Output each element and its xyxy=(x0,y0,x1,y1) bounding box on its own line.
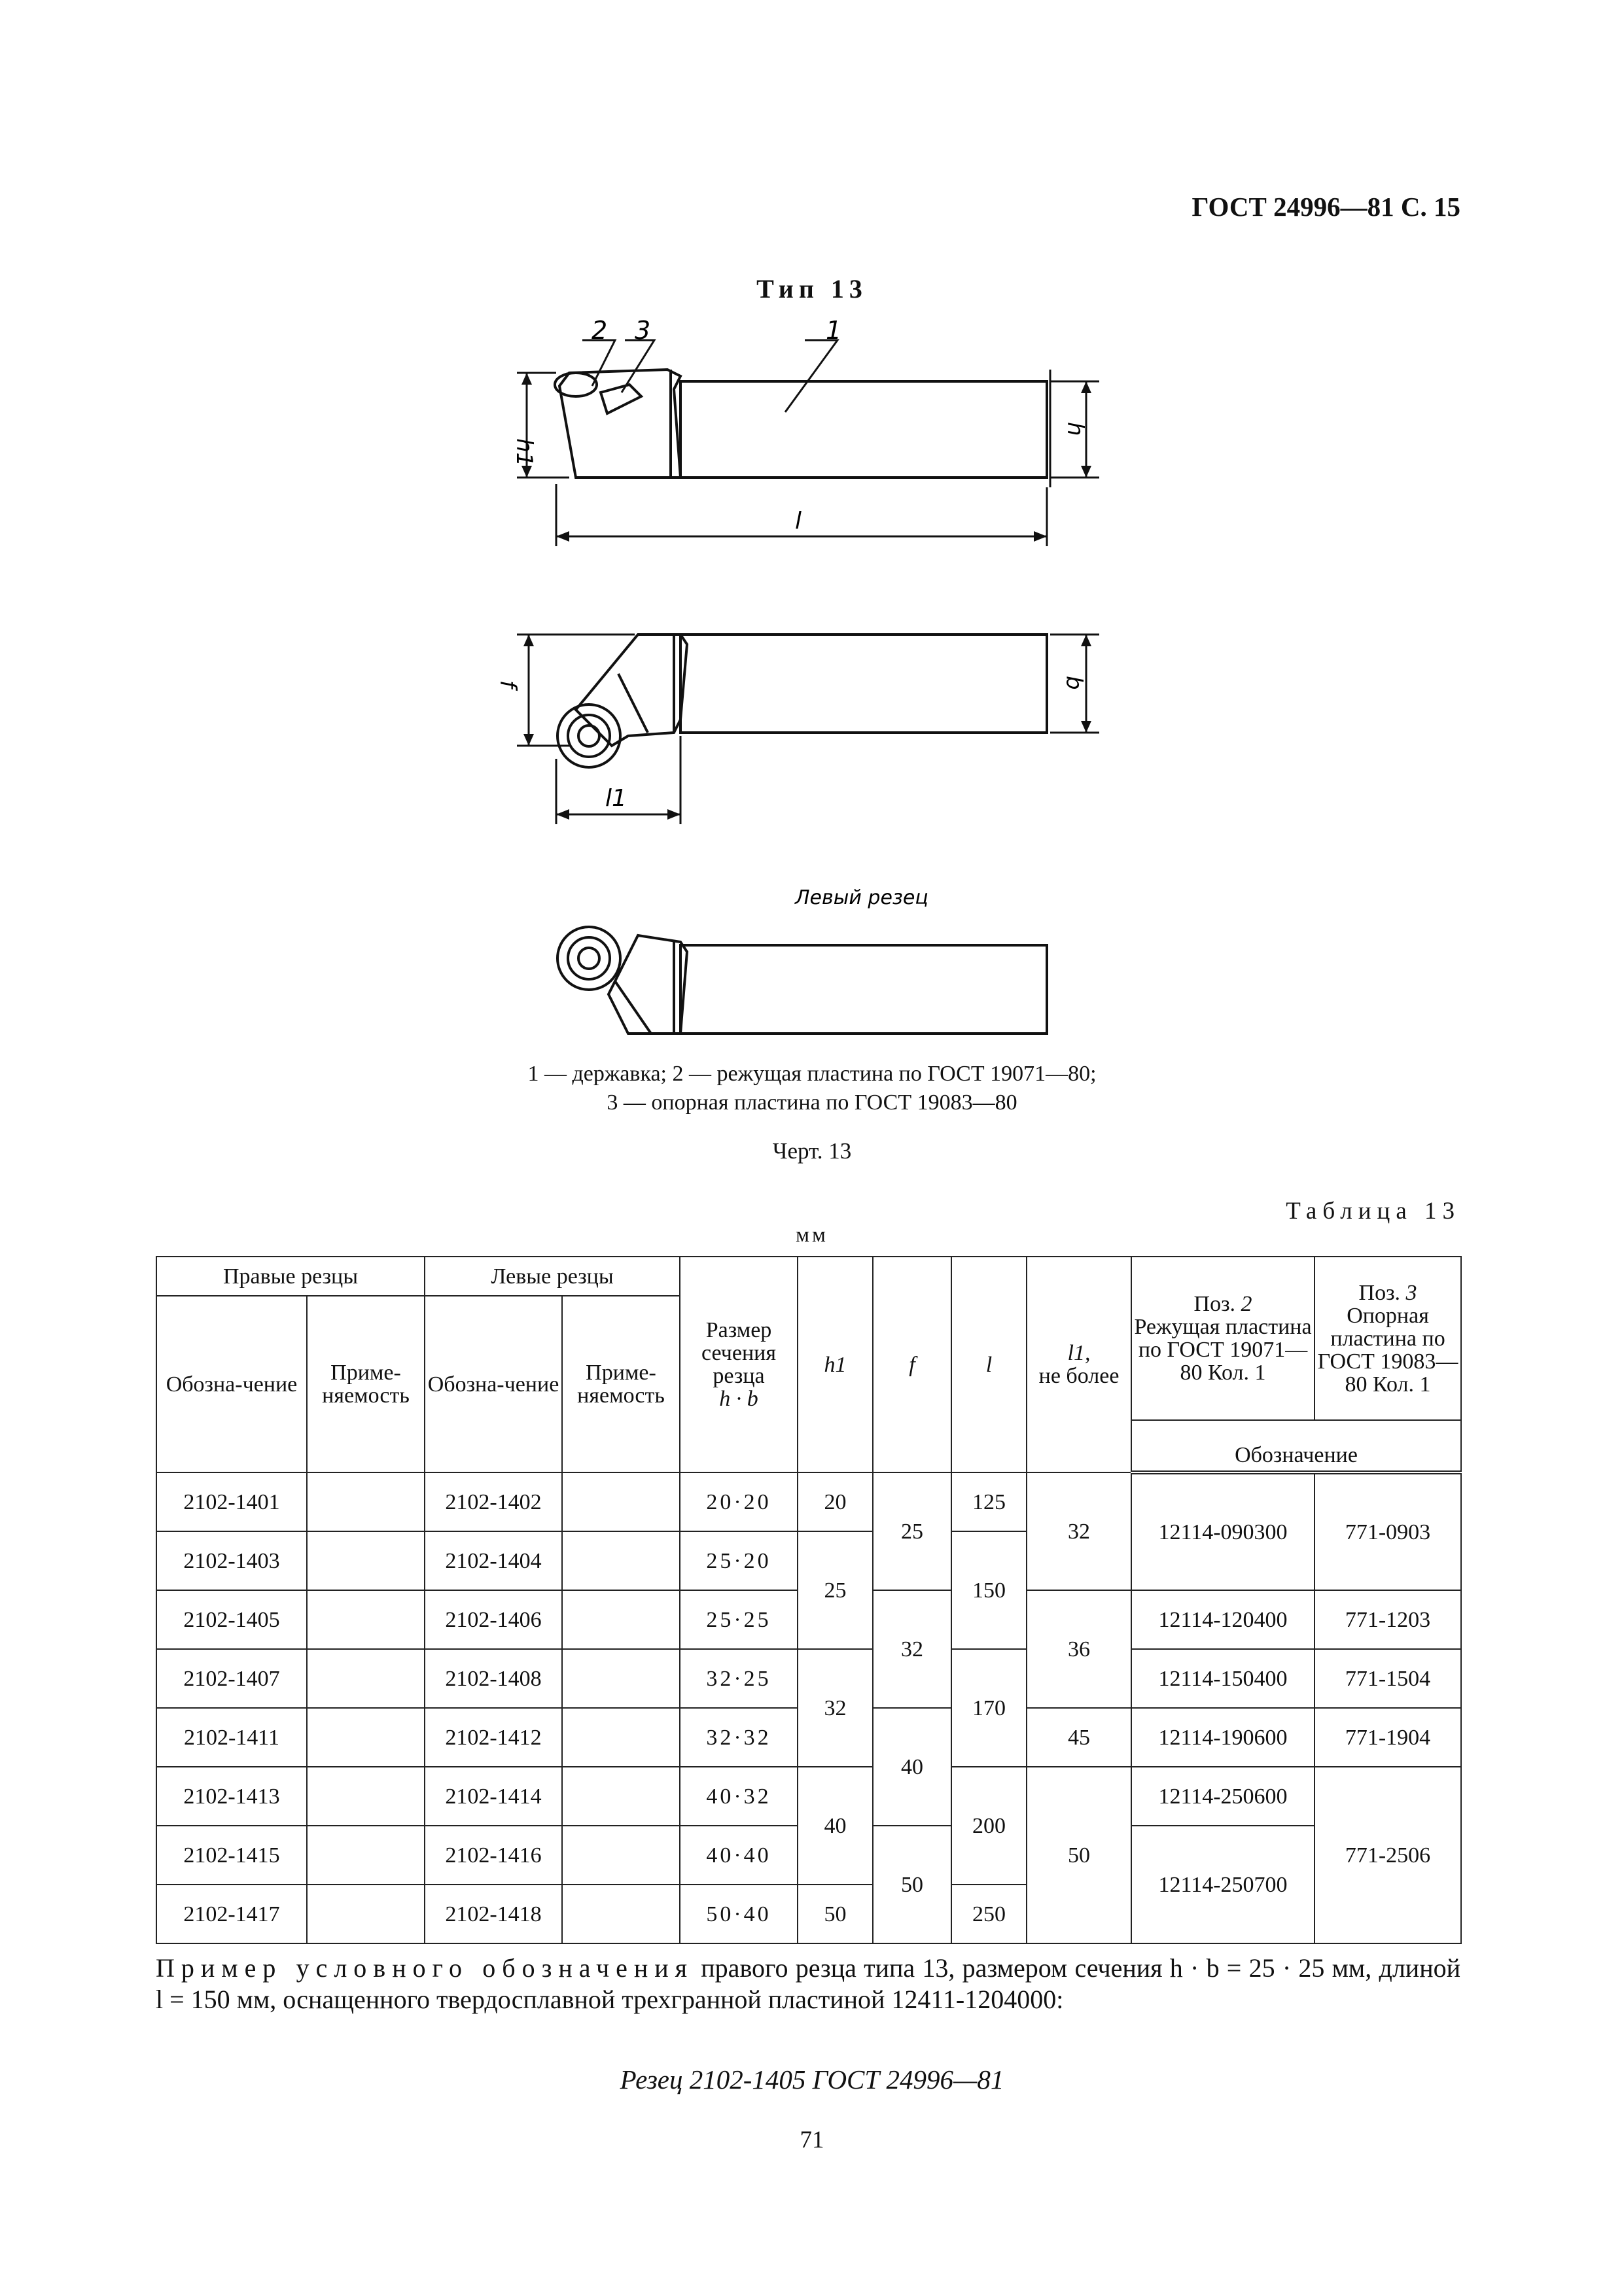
callout-3: 3 xyxy=(635,316,651,345)
technical-drawing xyxy=(0,0,1624,1112)
cell-l: 125 xyxy=(951,1472,1027,1531)
cell-l: 150 xyxy=(951,1531,1027,1649)
cell-size: 25·20 xyxy=(680,1531,798,1590)
legend-line-1: 1 — державка; 2 — режущая пластина по ГОСТ 19071—80; xyxy=(527,1062,1097,1086)
th-pos3-num: 3 xyxy=(1405,1280,1417,1305)
drawing-caption: Черт. 13 xyxy=(772,1138,852,1164)
th-right-designation: Обозна-чение xyxy=(156,1296,307,1472)
cell-f: 32 xyxy=(873,1590,951,1708)
cell-pos3: 771-0903 xyxy=(1315,1472,1461,1590)
cell-f: 40 xyxy=(873,1708,951,1826)
cell-l: 250 xyxy=(951,1885,1027,1943)
cell-pos3: 771-1203 xyxy=(1315,1590,1461,1649)
th-right-applicability: Приме-няемость xyxy=(307,1296,425,1472)
th-section-formula: h · b xyxy=(719,1387,758,1411)
th-h1: h1 xyxy=(798,1257,873,1472)
table-units: мм xyxy=(796,1223,828,1247)
th-pos2-text: Режущая пластина по ГОСТ 19071—80 Кол. 1 xyxy=(1134,1315,1312,1385)
cell-pos2: 12114-150400 xyxy=(1131,1649,1315,1708)
th-left-designation: Обозна-чение xyxy=(425,1296,562,1472)
cell-pos3: 771-1504 xyxy=(1315,1649,1461,1708)
example-text-1: правого резца типа 13, размером сечения xyxy=(694,1953,1163,1983)
dim-l: l xyxy=(795,508,802,534)
cell-pos2: 12114-120400 xyxy=(1131,1590,1315,1649)
th-right-cutters: Правые резцы xyxy=(156,1257,425,1296)
cell-size: 20·20 xyxy=(680,1472,798,1531)
cell-left: 2102-1418 xyxy=(425,1885,562,1943)
th-l1-suffix: не более xyxy=(1038,1364,1120,1388)
example-paragraph xyxy=(156,1953,1460,2015)
cell-left: 2102-1412 xyxy=(425,1708,562,1767)
cell-size: 50·40 xyxy=(680,1885,798,1943)
cell-size: 40·32 xyxy=(680,1767,798,1826)
callout-1: 1 xyxy=(826,316,842,345)
page-number: 71 xyxy=(800,2127,824,2153)
cell-left: 2102-1406 xyxy=(425,1590,562,1649)
cell-pos2: 12114-190600 xyxy=(1131,1708,1315,1767)
th-pos3 xyxy=(1315,1257,1461,1420)
cell-pos2: 12114-250600 xyxy=(1131,1767,1315,1826)
dim-h: h xyxy=(1062,422,1088,436)
type-title: Тип 13 xyxy=(756,274,868,304)
cell-right: 2102-1401 xyxy=(156,1472,307,1531)
cell-left: 2102-1408 xyxy=(425,1649,562,1708)
example-text-2: h · b = 25 · 25 мм, длиной l = 150 мм, оснащенного твердосплавной трехгранной пластиной 12411-1204000: xyxy=(156,1953,1461,2014)
cell-size: 32·25 xyxy=(680,1649,798,1708)
th-left-applicability: Приме-няемость xyxy=(562,1296,680,1472)
cell-h1: 40 xyxy=(798,1767,873,1885)
th-l1-symbol: l1, xyxy=(1067,1341,1091,1365)
dim-f: f xyxy=(495,680,521,688)
cell-right: 2102-1415 xyxy=(156,1826,307,1885)
cell-left: 2102-1402 xyxy=(425,1472,562,1531)
th-f: f xyxy=(873,1257,951,1472)
th-pos3-text: Опорная пластина по ГОСТ 19083—80 Кол. 1 xyxy=(1317,1303,1458,1397)
gost-header: ГОСТ 24996—81 С. 15 xyxy=(1192,192,1460,222)
cell-pos3: 771-1904 xyxy=(1315,1708,1461,1767)
th-pos2-prefix: Поз. xyxy=(1193,1292,1236,1316)
example-lead: Пример условного обозначения xyxy=(156,1953,694,1983)
cell-h1: 50 xyxy=(798,1885,873,1943)
callout-2: 2 xyxy=(591,316,608,345)
cell-size: 25·25 xyxy=(680,1590,798,1649)
cell-pos2: 12114-250700 xyxy=(1131,1826,1315,1943)
cell-left: 2102-1416 xyxy=(425,1826,562,1885)
table-caption: Таблица 13 xyxy=(1286,1198,1460,1225)
cell-right: 2102-1413 xyxy=(156,1767,307,1826)
example-designation: Резец 2102-1405 ГОСТ 24996—81 xyxy=(620,2064,1004,2095)
th-pos3-prefix: Поз. xyxy=(1358,1280,1401,1305)
cell-l1: 45 xyxy=(1027,1708,1131,1767)
dim-l1: l1 xyxy=(605,785,627,812)
cell-right: 2102-1403 xyxy=(156,1531,307,1590)
cell-left: 2102-1404 xyxy=(425,1531,562,1590)
th-l: l xyxy=(951,1257,1027,1472)
th-left-cutters: Левые резцы xyxy=(425,1257,680,1296)
cell-right: 2102-1417 xyxy=(156,1885,307,1943)
cell-size: 32·32 xyxy=(680,1708,798,1767)
cell-pos3: 771-2506 xyxy=(1315,1767,1461,1943)
dim-h1: h1 xyxy=(511,438,537,467)
th-pos2 xyxy=(1131,1257,1315,1420)
cell-l: 200 xyxy=(951,1767,1027,1885)
cell-f: 25 xyxy=(873,1472,951,1590)
cell-right: 2102-1411 xyxy=(156,1708,307,1767)
cell-l1: 36 xyxy=(1027,1590,1131,1708)
cell-h1: 32 xyxy=(798,1649,873,1767)
th-l1 xyxy=(1027,1257,1131,1472)
legend-line-2: 3 — опорная пластина по ГОСТ 19083—80 xyxy=(607,1090,1017,1115)
th-section xyxy=(680,1257,798,1472)
left-cutter-caption: Левый резец xyxy=(795,886,928,909)
cell-l: 170 xyxy=(951,1649,1027,1767)
table-13 xyxy=(156,1256,1462,1944)
th-pos2-num: 2 xyxy=(1241,1292,1252,1316)
cell-right: 2102-1407 xyxy=(156,1649,307,1708)
cell-right: 2102-1405 xyxy=(156,1590,307,1649)
th-designation-common: Обозначение xyxy=(1131,1420,1461,1472)
dim-b: b xyxy=(1061,676,1087,690)
cell-f: 50 xyxy=(873,1826,951,1943)
cell-h1: 20 xyxy=(798,1472,873,1531)
cell-left: 2102-1414 xyxy=(425,1767,562,1826)
cell-h1: 25 xyxy=(798,1531,873,1649)
cell-size: 40·40 xyxy=(680,1826,798,1885)
cell-l1: 32 xyxy=(1027,1472,1131,1590)
th-section-label: Размер сечения резца xyxy=(701,1318,777,1388)
cell-l1: 50 xyxy=(1027,1767,1131,1943)
cell-pos2: 12114-090300 xyxy=(1131,1472,1315,1590)
